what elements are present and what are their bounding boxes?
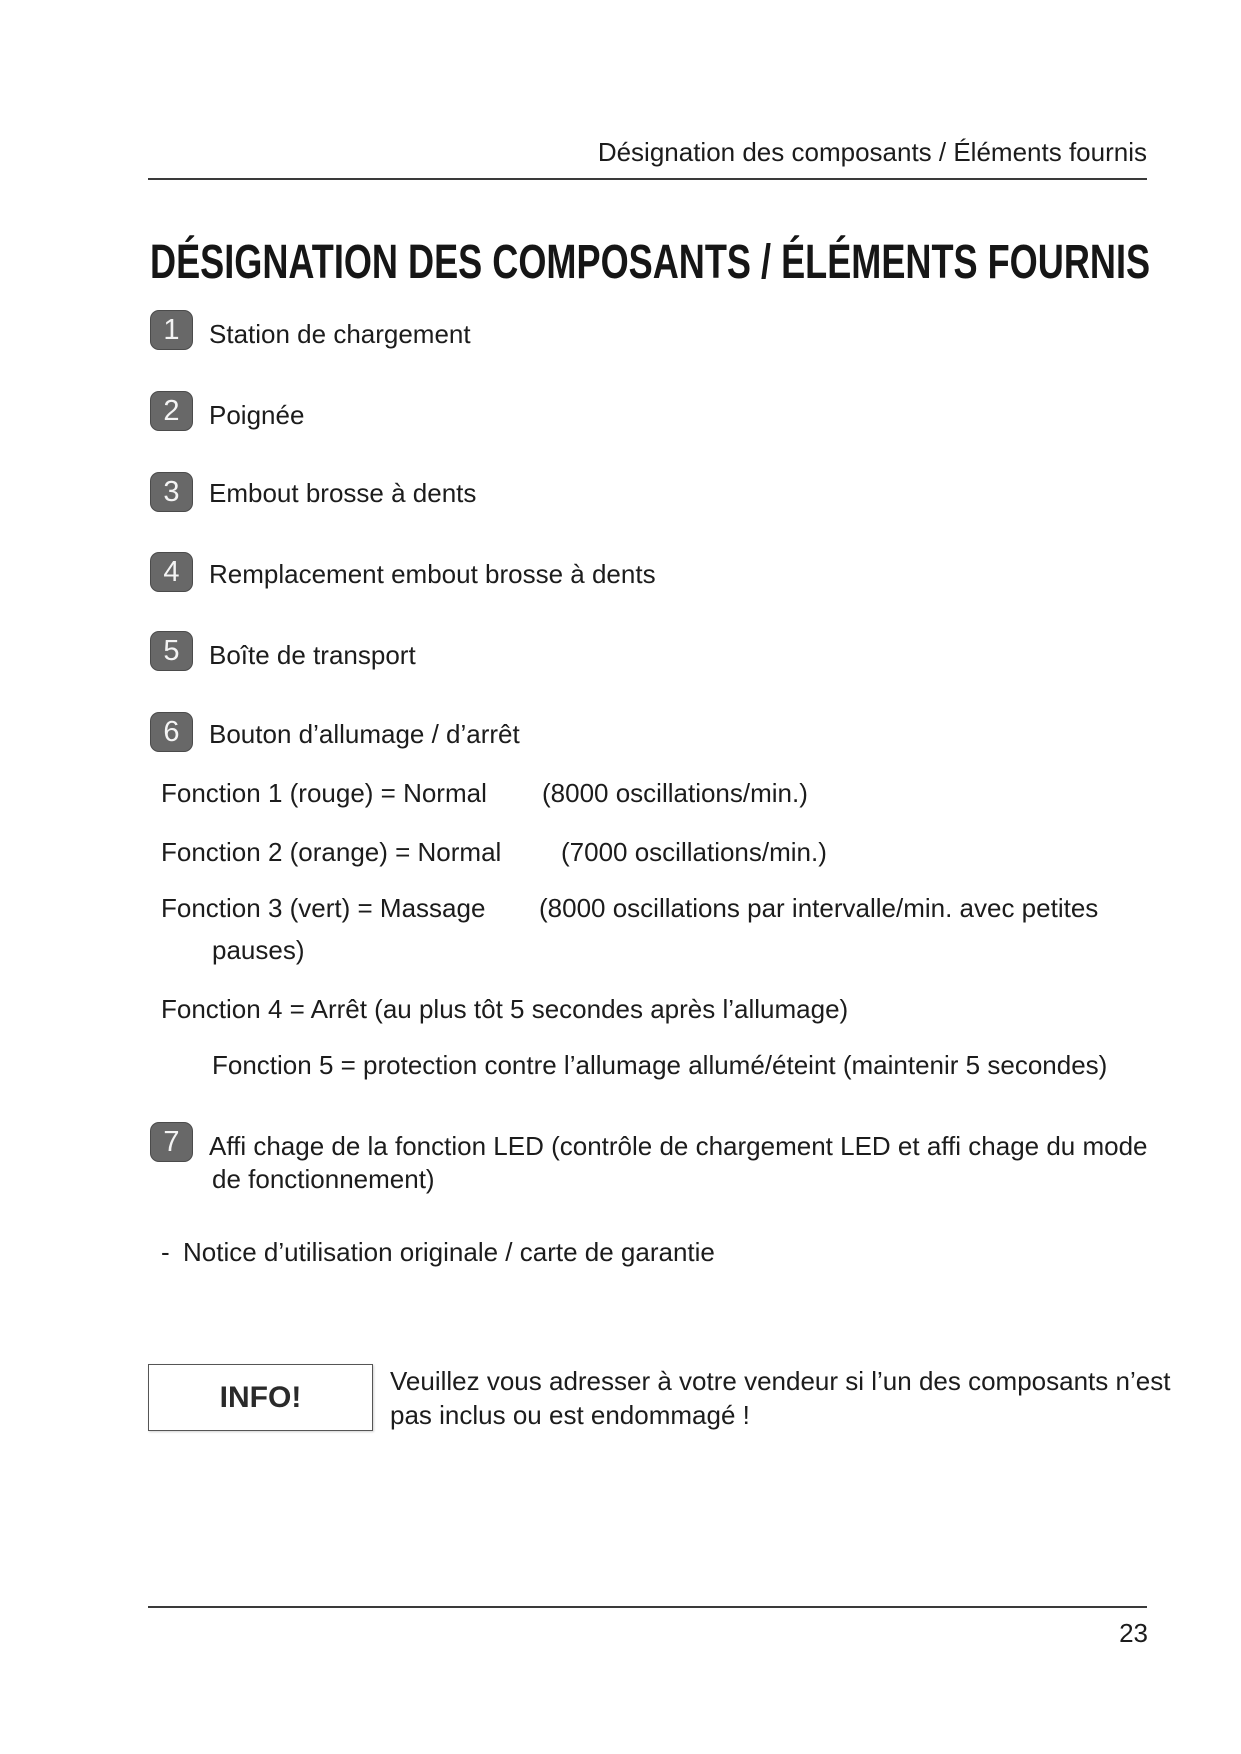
- component-number-badge-6: 6: [150, 712, 193, 752]
- info-label: INFO!: [219, 1380, 302, 1414]
- component-number-badge-4: 4: [150, 552, 193, 592]
- function-1-detail: (8000 oscillations/min.): [542, 778, 808, 808]
- info-text-line-2: pas inclus ou est endommagé !: [390, 1400, 750, 1430]
- accessory-text: Notice d’utilisation originale / carte de garantie: [183, 1237, 715, 1267]
- component-label-7-line-1: Affi chage de la fonction LED (contrôle de chargement LED et affi chage du mode: [209, 1131, 1148, 1161]
- function-3-detail: (8000 oscillations par intervalle/min. avec petites: [539, 893, 1099, 923]
- footer-rule: [148, 1606, 1147, 1608]
- function-3-detail-continuation: pauses): [212, 935, 305, 965]
- accessory-bullet: -: [161, 1237, 170, 1267]
- header-rule: [148, 178, 1147, 180]
- function-4-text: Fonction 4 = Arrêt (au plus tôt 5 secondes après l’allumage): [161, 994, 849, 1024]
- component-number-badge-2: 2: [150, 391, 193, 431]
- component-label-7-line-2: de fonctionnement): [212, 1164, 435, 1194]
- component-label-3: Embout brosse à dents: [209, 478, 477, 508]
- component-label-4: Remplacement embout brosse à dents: [209, 559, 656, 589]
- function-5-text: Fonction 5 = protection contre l’allumage allumé/éteint (maintenir 5 secondes): [212, 1050, 1108, 1080]
- page-number: 23: [1119, 1618, 1148, 1648]
- component-label-1: Station de chargement: [209, 319, 471, 349]
- section-title: DÉSIGNATION DES COMPOSANTS / ÉLÉMENTS FOURNIS: [150, 236, 1151, 289]
- function-1-name: Fonction 1 (rouge) = Normal: [161, 778, 487, 808]
- function-2-name: Fonction 2 (orange) = Normal: [161, 837, 502, 867]
- function-3-name: Fonction 3 (vert) = Massage: [161, 893, 486, 923]
- function-2-detail: (7000 oscillations/min.): [561, 837, 827, 867]
- section-title-container: [150, 235, 1160, 291]
- info-box: [148, 1364, 373, 1431]
- component-number-badge-5: 5: [150, 631, 193, 671]
- info-text-line-1: Veuillez vous adresser à votre vendeur si l’un des composants n’est: [390, 1366, 1171, 1396]
- component-label-2: Poignée: [209, 400, 305, 430]
- component-label-5: Boîte de transport: [209, 640, 416, 670]
- component-label-6: Bouton d’allumage / d’arrêt: [209, 719, 520, 749]
- component-number-badge-1: 1: [150, 310, 193, 350]
- running-header-title: Désignation des composants / Éléments fournis: [597, 137, 1147, 167]
- component-number-badge-7: 7: [150, 1122, 193, 1162]
- component-number-badge-3: 3: [150, 472, 193, 512]
